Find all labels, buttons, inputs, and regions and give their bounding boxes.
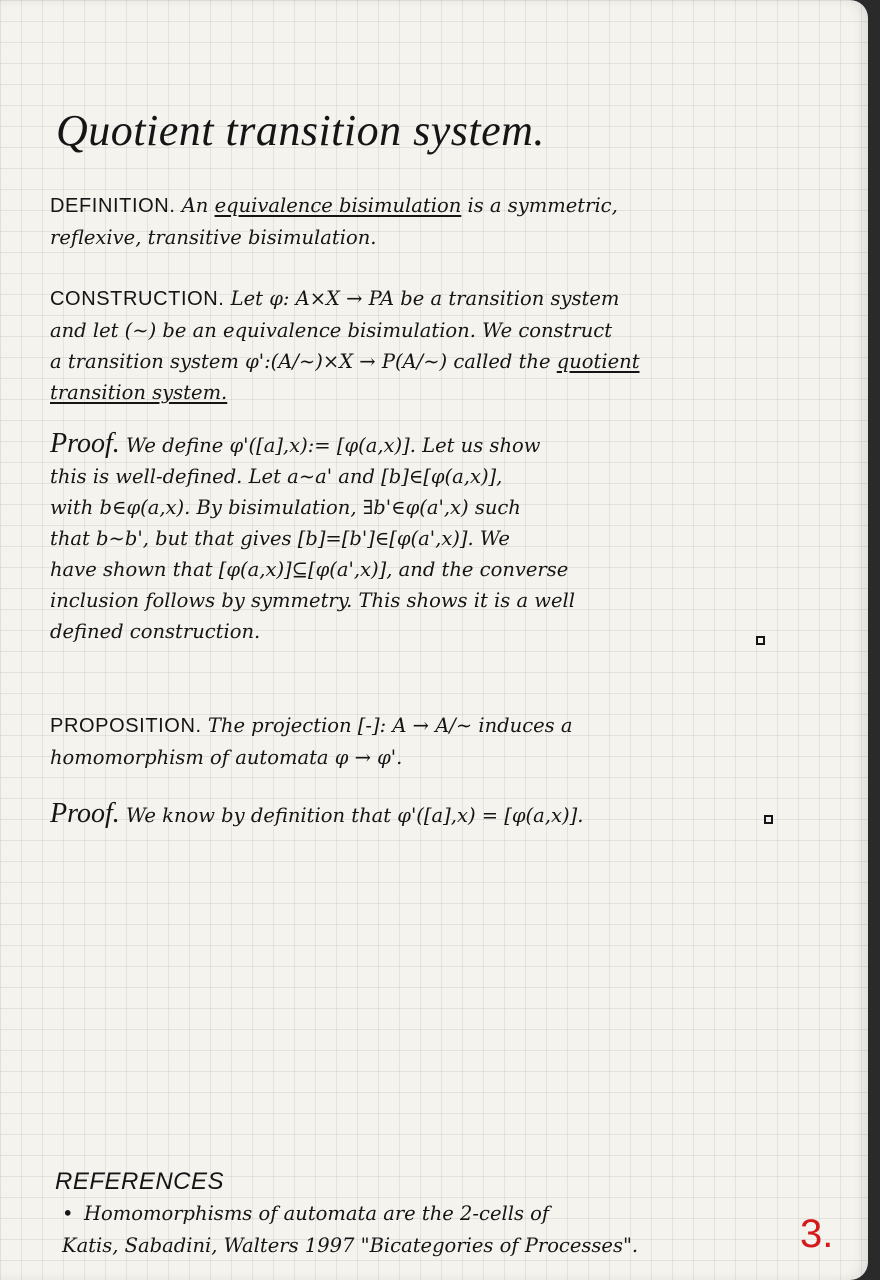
reference-line1: Homomorphisms of automata are the 2-cells of: [84, 1202, 550, 1225]
construction-line2: and let (∼) be an equivalence bisimulation. We construct: [50, 319, 613, 342]
definition-label: DEFINITION.: [50, 195, 176, 217]
proposition-line1: The projection [-]: A → A/∼ induces a: [207, 714, 573, 737]
definition-post: is a symmetric,: [467, 194, 618, 217]
proof2-label: Proof.: [50, 798, 120, 829]
proof1-line3: with b∈φ(a,x). By bisimulation, ∃b'∈φ(a',x) such: [50, 496, 521, 519]
definition-pre: An: [181, 194, 209, 217]
proof1-line5: have shown that [φ(a,x)]⊆[φ(a',x)], and the converse: [50, 558, 569, 581]
proposition-label: PROPOSITION.: [50, 715, 202, 737]
construction-line3: a transition system φ':(A/∼)×X → P(A/∼) called the: [50, 350, 551, 373]
construction-term-2: transition system.: [50, 381, 228, 404]
proof1-block: [50, 428, 810, 647]
proof2-text: We know by definition that φ'([a],x) = [φ(a,x)].: [125, 804, 584, 827]
construction-term-1: quotient: [556, 350, 640, 373]
qed-square-icon: [764, 815, 773, 824]
definition-block: [50, 190, 810, 253]
proof1-line1: We define φ'([a],x):= [φ(a,x)]. Let us show: [125, 434, 541, 457]
qed-square-icon: [756, 636, 765, 645]
reference-line2: Katis, Sabadini, Walters 1997 "Bicategories of Processes".: [62, 1234, 639, 1257]
references-heading: REFERENCES: [55, 1168, 225, 1195]
proof1-line2: this is well-defined. Let a∼a' and [b]∈[φ(a,x)],: [50, 465, 503, 488]
construction-block: [50, 283, 810, 408]
bullet-icon: •: [62, 1202, 74, 1225]
proof1-line6: inclusion follows by symmetry. This shows it is a well: [50, 589, 575, 612]
proof1-label: Proof.: [50, 428, 120, 459]
proof2-block: [50, 798, 810, 831]
definition-term: equivalence bisimulation: [214, 194, 462, 217]
page-title: Quotient transition system.: [56, 106, 545, 155]
definition-line2: reflexive, transitive bisimulation.: [50, 226, 377, 249]
construction-label: CONSTRUCTION.: [50, 288, 225, 310]
page-number: 3.: [800, 1212, 834, 1256]
proposition-block: [50, 710, 810, 773]
construction-line1: Let φ: A×X → PA be a transition system: [230, 287, 620, 310]
proposition-line2: homomorphism of automata φ → φ'.: [50, 746, 403, 769]
proof1-line4: that b∼b', but that gives [b]=[b']∈[φ(a',x)]. We: [50, 527, 510, 550]
references-item: [62, 1198, 762, 1262]
proof1-line7: defined construction.: [50, 620, 261, 643]
